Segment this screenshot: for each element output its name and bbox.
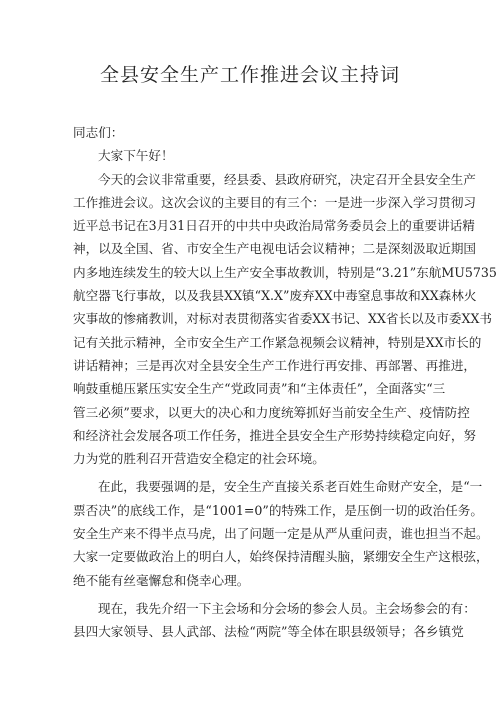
paragraph-line: 内多地连续发生的较大以上生产安全事故教训，特别是“3.21”东航MU5735 (73, 264, 497, 280)
paragraph-line: 管三必须”要求，以更大的决心和力度统筹抓好当前安全生产、疫情防控 (73, 404, 470, 420)
paragraph-line: 在此，我要强调的是，安全生产直接关系老百姓生命财产安全，是“一 (98, 479, 483, 495)
paragraph-1 (73, 168, 497, 471)
paragraph-line: 记有关批示精神，全市安全生产工作紧急视频会议精神，特别是XX市长的 (73, 334, 482, 350)
paragraph-line: 票否决”的底线工作，是“1001=0”的特殊工作，是压倒一切的政治任务。 (73, 502, 483, 518)
document-title: 全县安全生产工作推进会议主持词 (99, 64, 400, 86)
paragraph-line: 灾事故的惨痛教训，对标对表贯彻落实省委XX书记、XX省长以及市委XX书 (73, 311, 493, 327)
paragraph-line: 讲话精神；三是再次对全县安全生产工作进行再安排、再部署、再推进， (73, 357, 476, 373)
paragraph-line: 县四大家领导、县人武部、法检“两院”等全体在职县级领导；各乡镇党 (73, 624, 464, 640)
paragraph-line: 现在，我先介绍一下主会场和分会场的参会人员。主会场参会的有： (98, 600, 476, 616)
paragraph-line: 今天的会议非常重要，经县委、县政府研究，决定召开全县安全生产 (98, 171, 476, 187)
paragraph-line: 响鼓重槌压紧压实安全生产“党政同责”和“主体责任”，全面落实“三 (73, 381, 446, 397)
paragraph-line: 神，以及全国、省、市安全生产电视电话会议精神；二是深刻汲取近期国 (73, 241, 476, 257)
paragraph-line: 大家一定要做政治上的明白人，始终保持清醒头脑，紧绷安全生产这根弦， (73, 549, 489, 565)
paragraph-2 (73, 475, 489, 591)
paragraph-line: 力为党的胜利召开营造安全稳定的社会环境。 (73, 451, 325, 467)
paragraph-line: 工作推进会议。这次会议的主要目的有三个：一是进一步深入学习贯彻习 (73, 194, 476, 210)
salutation: 同志们： (73, 125, 124, 140)
document-body (73, 121, 497, 644)
paragraph-line: 航空器飞行事故，以及我县XX镇“X.X”废弃XX中毒窒息事故和XX森林火 (73, 288, 477, 304)
greeting: 大家下午好！ (98, 148, 174, 164)
paragraph-line: 近平总书记在3月31日召开的中共中央政治局常务委员会上的重要讲话精 (73, 218, 475, 234)
paragraph-line: 和经济社会发展各项工作任务，推进全县安全生产形势持续稳定向好，努 (73, 427, 476, 443)
paragraph-line: 安全生产来不得半点马虎，出了问题一定是从严从重问责，谁也担当不起。 (73, 526, 489, 542)
paragraph-line: 绝不能有丝毫懈怠和侥幸心理。 (73, 572, 250, 588)
paragraph-3 (73, 597, 476, 644)
